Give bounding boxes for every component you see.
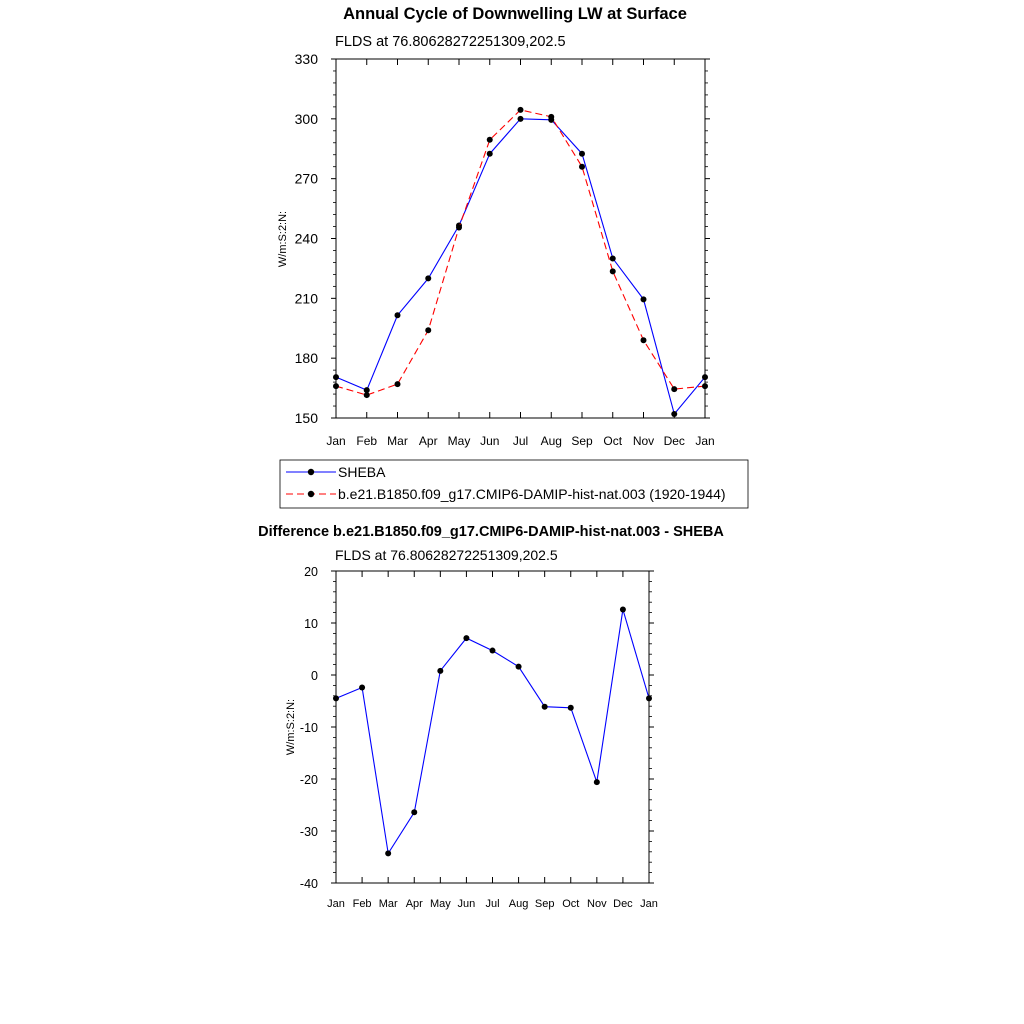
chart1-data-point xyxy=(641,337,647,343)
chart1-series-line xyxy=(336,110,705,395)
chart2-subtitle: FLDS at 76.80628272251309,202.5 xyxy=(335,547,558,563)
chart2-y-tick-label: 0 xyxy=(311,669,318,683)
chart2-data-point xyxy=(463,635,469,641)
chart2-x-tick-label: May xyxy=(429,898,451,910)
chart1-y-tick-label: 240 xyxy=(294,230,318,247)
chart1-series-group xyxy=(333,107,708,417)
chart1-x-tick-label: Jan xyxy=(326,434,346,448)
chart2-x-tick-label: Oct xyxy=(562,898,580,910)
chart2-title: Difference b.e21.B1850.f09_g17.CMIP6-DAMIP-hist-nat.003 - SHEBA xyxy=(258,524,724,540)
chart1-data-point xyxy=(641,296,647,302)
chart2-y-tick-label: 10 xyxy=(304,617,318,631)
chart1-data-point xyxy=(610,268,616,274)
chart1-data-point xyxy=(456,225,462,231)
chart2-x-tick-label: Mar xyxy=(378,898,398,910)
chart1-data-point xyxy=(487,137,493,143)
chart2-data-point xyxy=(385,850,391,856)
chart2-data-point xyxy=(620,606,626,612)
chart1-x-tick-label: Feb xyxy=(356,434,378,448)
chart1-data-point xyxy=(395,312,401,318)
chart2-data-point xyxy=(411,809,417,815)
chart1-x-tick-label: Aug xyxy=(540,434,562,448)
chart1-title: Annual Cycle of Downwelling LW at Surface xyxy=(343,5,687,23)
chart2-axis-ticks xyxy=(300,565,658,910)
chart2-plot-frame xyxy=(336,571,649,883)
chart2-data-point xyxy=(594,779,600,785)
chart1-x-tick-label: May xyxy=(447,434,471,448)
chart1-data-point xyxy=(671,411,677,417)
legend-marker-model xyxy=(308,491,314,497)
chart1-x-tick-label: Jul xyxy=(512,434,529,448)
chart2-x-tick-label: Nov xyxy=(587,898,607,910)
chart1-x-tick-label: Jun xyxy=(480,434,500,448)
chart1-y-tick-label: 300 xyxy=(294,110,318,127)
chart2-data-point xyxy=(437,668,443,674)
chart1-y-tick-label: 180 xyxy=(294,350,318,367)
chart2-data-point xyxy=(490,648,496,654)
chart1-data-point xyxy=(487,151,493,157)
chart1-data-point xyxy=(518,107,524,113)
chart2-x-tick-label: Jan xyxy=(327,898,345,910)
chart1-x-tick-label: Jan xyxy=(695,434,715,448)
chart1-y-axis-label: W/m:S:2:N: xyxy=(277,210,289,268)
chart1-data-point xyxy=(425,275,431,281)
chart1-y-tick-label: 330 xyxy=(294,51,318,67)
chart2-y-tick-label: -10 xyxy=(299,721,318,735)
chart2-y-tick-label: -20 xyxy=(299,773,318,787)
chart1-data-point xyxy=(395,381,401,387)
chart2-y-axis-label: W/m:S:2:N: xyxy=(285,698,297,756)
chart1-subtitle: FLDS at 76.80628272251309,202.5 xyxy=(335,34,566,50)
legend-label-model: b.e21.B1850.f09_g17.CMIP6-DAMIP-hist-nat.003 (1920-1944) xyxy=(338,486,726,502)
chart2-x-tick-label: Feb xyxy=(352,898,372,910)
chart2-data-point xyxy=(516,664,522,670)
chart2-x-tick-label: Jul xyxy=(485,898,500,910)
chart2-data-point xyxy=(568,705,574,711)
chart1-x-tick-label: Oct xyxy=(603,434,623,448)
chart1-x-tick-label: Nov xyxy=(632,434,655,448)
chart1-data-point xyxy=(425,327,431,333)
chart1-x-tick-label: Sep xyxy=(571,434,593,448)
chart1-y-tick-label: 270 xyxy=(294,170,318,187)
legend-item-sheba xyxy=(286,464,386,480)
chart1-y-tick-label: 150 xyxy=(294,410,318,426)
chart1-data-point xyxy=(518,116,524,122)
chart1-x-tick-label: Dec xyxy=(663,434,685,448)
chart1-data-point xyxy=(548,114,554,120)
chart1-data-point xyxy=(579,151,585,157)
chart1-axis-ticks xyxy=(295,51,715,448)
chart2-data-point xyxy=(542,704,548,710)
chart1-data-point xyxy=(364,392,370,398)
chart1-data-point xyxy=(671,386,677,392)
chart2-x-tick-label: Jun xyxy=(457,898,476,910)
chart2-x-tick-label: Dec xyxy=(613,898,633,910)
chart2-x-tick-label: Aug xyxy=(508,898,529,910)
chart2-series-group xyxy=(333,606,652,856)
chart2-y-tick-label: 20 xyxy=(304,565,318,579)
chart2-x-tick-label: Sep xyxy=(534,898,555,910)
legend-item-model xyxy=(286,486,726,502)
chart1-legend xyxy=(280,460,748,508)
legend-marker-sheba xyxy=(308,469,314,475)
chart2-y-tick-label: -40 xyxy=(299,877,318,891)
chart1-data-point xyxy=(610,255,616,261)
chart1-y-tick-label: 210 xyxy=(294,290,318,307)
chart2-x-tick-label: Apr xyxy=(405,898,423,910)
chart1-x-tick-label: Apr xyxy=(418,434,438,448)
chart1-x-tick-label: Mar xyxy=(387,434,408,448)
chart2-data-point xyxy=(359,684,365,690)
chart2-y-tick-label: -30 xyxy=(299,825,318,839)
chart1-data-point xyxy=(579,164,585,170)
chart1-series-line xyxy=(336,119,705,414)
legend-label-sheba: SHEBA xyxy=(338,464,386,480)
chart2-series-line xyxy=(336,610,649,854)
chart2-x-tick-label: Jan xyxy=(640,898,658,910)
